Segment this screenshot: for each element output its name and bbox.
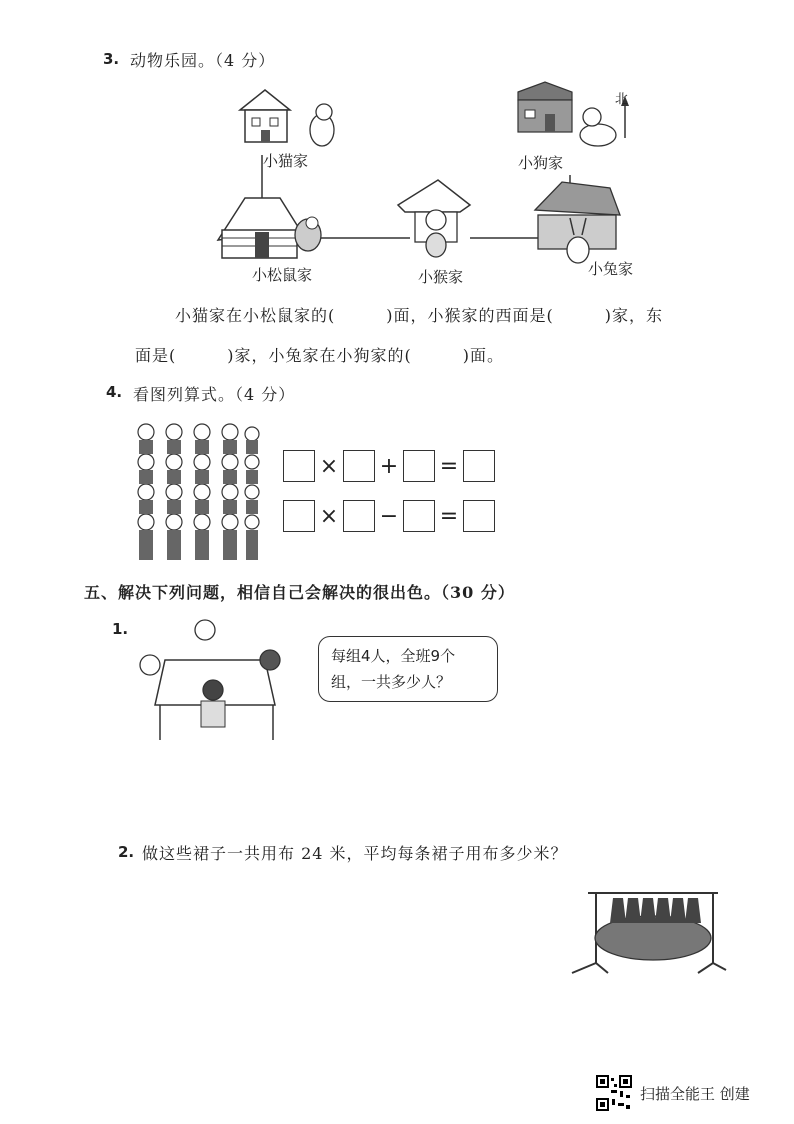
q4-number: 4.: [106, 383, 123, 401]
bubble-line-1: 每组4人，全班9个: [331, 647, 456, 665]
q3-number: 3.: [103, 50, 120, 68]
dog-icon: [580, 108, 616, 146]
label-cat-house: 小猫家: [263, 152, 309, 170]
q3-sentence-line2: 面是( )家，小兔家在小狗家的( )面。: [135, 346, 504, 365]
skirts-rack-image: [568, 878, 728, 978]
answer-box[interactable]: [283, 500, 315, 532]
equation-row-1: [283, 450, 495, 482]
cat-house-icon: [240, 90, 290, 142]
children-group-image: [132, 418, 262, 568]
animal-map: [200, 80, 650, 290]
p2-text: 做这些裙子一共用布 24 米，平均每条裙子用布多少米？: [142, 844, 568, 863]
north-label: 北: [615, 92, 629, 107]
answer-box[interactable]: [283, 450, 315, 482]
equation-row-2: [283, 500, 495, 532]
label-rabbit-house: 小兔家: [588, 260, 634, 278]
label-dog-house: 小狗家: [518, 154, 564, 172]
answer-box[interactable]: [343, 450, 375, 482]
times-sign: ×: [319, 453, 339, 479]
q3-title: 动物乐园。（4 分）: [130, 51, 276, 70]
bubble-line-2: 组，一共多少人？: [331, 673, 452, 691]
q3-sentence-line1: 小猫家在小松鼠家的( )面，小猴家的西面是( )家，东: [175, 306, 663, 325]
qr-code-icon: [596, 1075, 632, 1111]
times-sign: ×: [319, 503, 339, 529]
children-at-table-image: [135, 615, 295, 745]
p1-number: 1.: [112, 620, 129, 638]
equals-sign: =: [439, 453, 459, 479]
section5-title: 五、解决下列问题，相信自己会解决的很出色。（30 分）: [84, 583, 515, 602]
squirrel-house-icon: [218, 198, 300, 258]
squirrel-icon: [295, 217, 321, 251]
p2-number: 2.: [118, 843, 135, 861]
plus-sign: +: [379, 453, 399, 479]
answer-box[interactable]: [463, 450, 495, 482]
dog-house-icon: [518, 82, 572, 132]
equals-sign: =: [439, 503, 459, 529]
label-squirrel-house: 小松鼠家: [252, 266, 313, 284]
answer-box[interactable]: [343, 500, 375, 532]
answer-box[interactable]: [463, 500, 495, 532]
answer-box[interactable]: [403, 450, 435, 482]
answer-box[interactable]: [403, 500, 435, 532]
q4-title: 看图列算式。（4 分）: [133, 385, 296, 404]
cat-icon: [310, 104, 334, 146]
speech-bubble: [318, 636, 498, 702]
label-monkey-house: 小猴家: [418, 268, 464, 286]
footer-watermark: 扫描全能王 创建: [640, 1085, 750, 1103]
minus-sign: −: [379, 503, 399, 529]
